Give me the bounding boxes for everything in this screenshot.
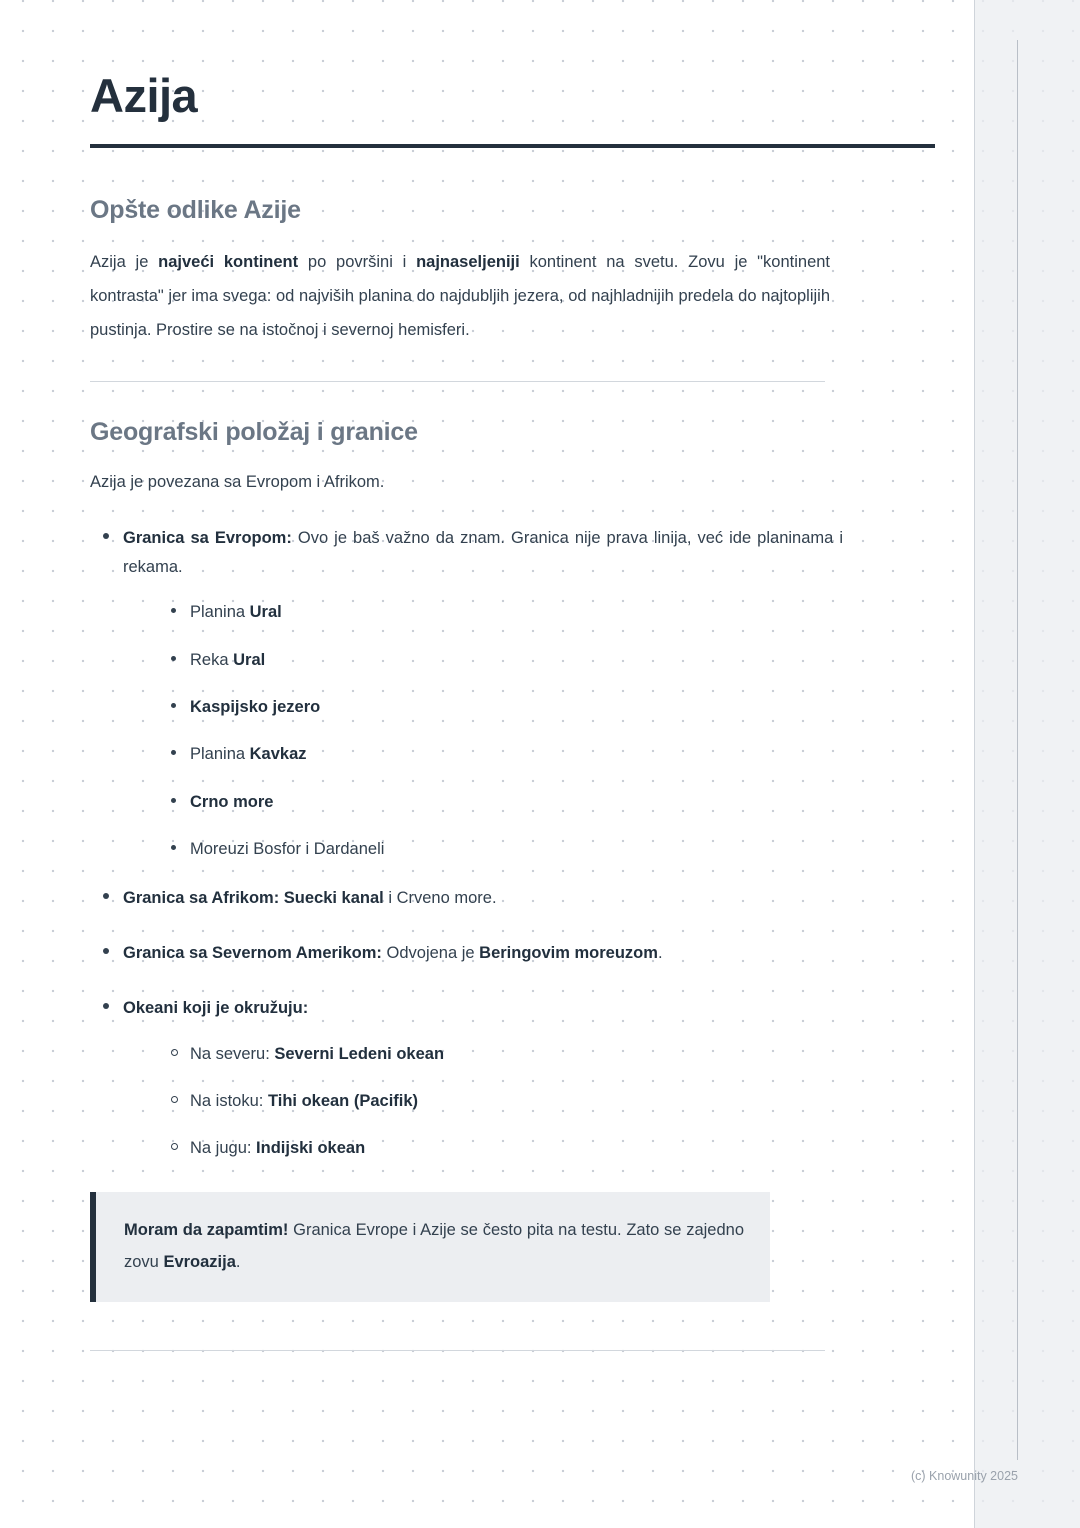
list-item: [123, 741, 843, 767]
list-item: [90, 884, 843, 912]
bullet-icon: [171, 750, 176, 755]
geography-list: [90, 524, 843, 1161]
bullet-icon: [171, 703, 176, 708]
oceans-sublist: [123, 1041, 843, 1162]
list-item: [123, 647, 843, 673]
bullet-icon: [171, 1143, 178, 1150]
bullet-icon: [171, 1096, 178, 1103]
bottom-divider: [90, 1350, 825, 1351]
list-item: [123, 836, 843, 862]
item-bold: Granica sa Afrikom: Suecki kanal: [123, 888, 384, 907]
item-bold: Granica sa Severnom Amerikom:: [123, 943, 382, 962]
text-part-3: kontinent na svetu. Zovu je "kontinent kontrasta" jer ima svega: od najviših planina do najdubljih jezera, od najhladnijih predela do najtoplijih pustinja. Prostire se na istočnoj i severnoj hemisferi.: [90, 252, 831, 339]
list-item: [123, 1041, 843, 1067]
callout-bold-tail: Evroazija: [163, 1253, 236, 1272]
list-item: [90, 939, 843, 967]
item-text: i Crveno more.: [383, 888, 497, 907]
bullet-icon: [103, 533, 109, 539]
sub-pre: Na istoku:: [190, 1092, 268, 1111]
sub-pre: Na severu:: [190, 1044, 275, 1063]
margin-rule: [1017, 40, 1018, 1460]
list-item: [123, 789, 843, 815]
sub-bold: Ural: [249, 603, 282, 622]
paragraph-geography-intro: Azija je povezana sa Evropom i Afrikom.: [90, 473, 385, 492]
text-part-1: Azija je: [90, 252, 159, 271]
sub-pre: Na jugu:: [190, 1139, 257, 1158]
sub-pre: Reka: [190, 650, 234, 669]
callout-bold: Moram da zapamtim!: [124, 1220, 289, 1239]
callout-text: [124, 1214, 744, 1278]
document-content: [90, 69, 843, 1351]
sub-pre: Moreuzi Bosfor i Dardaneli: [190, 840, 385, 859]
title-divider: [90, 144, 935, 148]
item-text: Odvojena je: [381, 943, 480, 962]
bullet-icon: [171, 656, 176, 661]
section-divider: [90, 381, 825, 382]
sub-bold: Tihi okean (Pacifik): [267, 1092, 419, 1111]
item-bold: Okeani koji je okružuju:: [123, 999, 309, 1018]
text-bold-1: najveći kontinent: [158, 252, 299, 271]
sub-pre: Planina: [190, 603, 250, 622]
bullet-icon: [103, 1003, 109, 1009]
footer-copyright: (c) Knowunity 2025: [910, 1469, 1018, 1483]
section-heading-general: Opšte odlike Azije: [90, 195, 301, 224]
item-bold: Granica sa Evropom:: [123, 529, 292, 548]
sub-bold: Severni Ledeni okean: [274, 1044, 445, 1063]
sub-bold: Crno more: [190, 792, 274, 811]
page-title: Azija: [90, 69, 198, 122]
text-part-2: po površini i: [298, 252, 417, 271]
bullet-icon: [171, 798, 176, 803]
right-margin-strip: [974, 0, 1080, 1528]
sub-bold: Indijski okean: [256, 1139, 366, 1158]
bullet-icon: [103, 948, 109, 954]
item-bold-tail: Beringovim moreuzom: [479, 943, 658, 962]
sub-bold: Ural: [233, 650, 266, 669]
callout-tail: .: [235, 1253, 241, 1272]
list-item: [123, 1088, 843, 1114]
callout-body: Granica Evrope i Azije se često pita na testu. Zato se zajedno zovu: [124, 1220, 744, 1272]
sub-bold: Kaspijsko jezero: [190, 697, 321, 716]
list-item: [90, 994, 843, 1162]
sub-pre: Planina: [190, 745, 250, 764]
paragraph-general: [90, 245, 830, 347]
remember-callout: [90, 1192, 770, 1302]
bullet-icon: [103, 893, 109, 899]
list-item: [123, 694, 843, 720]
europe-border-sublist: [123, 599, 843, 862]
bullet-icon: [171, 845, 176, 850]
sub-bold: Kavkaz: [249, 745, 307, 764]
list-item: [123, 1135, 843, 1161]
list-item: [90, 524, 843, 862]
text-bold-2: najnaseljeniji: [416, 252, 520, 271]
bullet-icon: [171, 608, 176, 613]
list-item: [123, 599, 843, 625]
item-text: Ovo je baš važno da znam. Granica nije prava linija, već ide planinama i rekama.: [123, 529, 843, 576]
section-heading-geography: Geografski položaj i granice: [90, 418, 418, 447]
item-tail: .: [657, 943, 663, 962]
bullet-icon: [171, 1049, 178, 1056]
